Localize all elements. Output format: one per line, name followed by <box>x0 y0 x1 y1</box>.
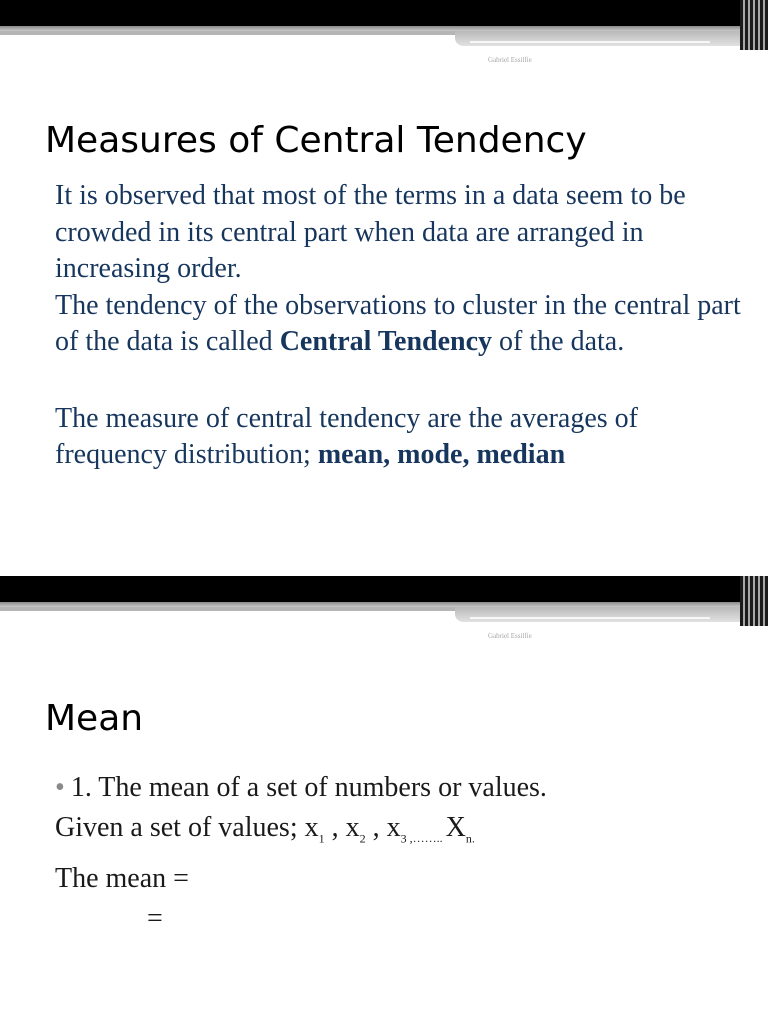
header-band <box>0 576 768 628</box>
header-notch-line <box>470 617 710 619</box>
paragraph-definition <box>55 288 755 361</box>
slide-body <box>55 178 755 474</box>
measures-text: The measure of central tendency are the averages of frequency distribution; <box>55 402 639 470</box>
bullet-text: 1. The mean of a set of numbers or values. <box>70 772 547 803</box>
given-values-line <box>55 808 755 859</box>
equals-line: = <box>147 902 163 934</box>
author-footer: Gabriel Essilfie <box>488 632 532 640</box>
header-stripes <box>740 576 768 626</box>
x3-subscript: 3 <box>400 831 407 846</box>
slide-title: Measures of Central Tendency <box>45 120 587 161</box>
given-text: Given a set of values; <box>55 812 305 843</box>
author-footer: Gabriel Essilfie <box>488 56 532 64</box>
paragraph-gap <box>55 361 755 401</box>
header-gray-bar-lower <box>0 607 455 611</box>
header-notch <box>455 607 740 622</box>
definition-suffix: of the data. <box>492 326 625 357</box>
xn-var: X <box>445 812 466 843</box>
paragraph-observation: It is observed that most of the terms in a data seem to be crowded in its central part when data are arranged in increasing order. <box>55 180 686 284</box>
header-stripes <box>740 0 768 50</box>
header-black-bar <box>0 0 740 26</box>
slide-body <box>55 768 755 939</box>
bullet-item <box>55 768 755 808</box>
header-black-bar <box>0 576 740 602</box>
x2-var: x <box>345 812 360 843</box>
slide-title: Mean <box>45 698 144 739</box>
header-notch <box>455 31 740 46</box>
x1-subscript: 1 <box>318 831 325 846</box>
term-central-tendency: Central Tendency <box>279 326 493 357</box>
x2-subscript: 2 <box>359 831 366 846</box>
separator: , <box>365 812 387 843</box>
definition-text: The tendency of the observations to cluster in the central part of the data is called <box>55 289 741 357</box>
separator: , <box>324 812 346 843</box>
mean-label-line: The mean = <box>55 862 189 894</box>
header-gray-bar-lower <box>0 31 455 35</box>
ellipsis: ,…….. <box>406 831 446 845</box>
xn-subscript: n. <box>465 831 475 846</box>
paragraph-measures <box>55 401 755 474</box>
bullet-dot: • <box>55 772 65 803</box>
header-notch-line <box>470 41 710 43</box>
x3-var: x <box>386 812 401 843</box>
term-mean-mode-median: mean, mode, median <box>317 439 566 470</box>
slide-mean <box>0 576 768 1024</box>
x1-var: x <box>304 812 319 843</box>
header-band <box>0 0 768 52</box>
